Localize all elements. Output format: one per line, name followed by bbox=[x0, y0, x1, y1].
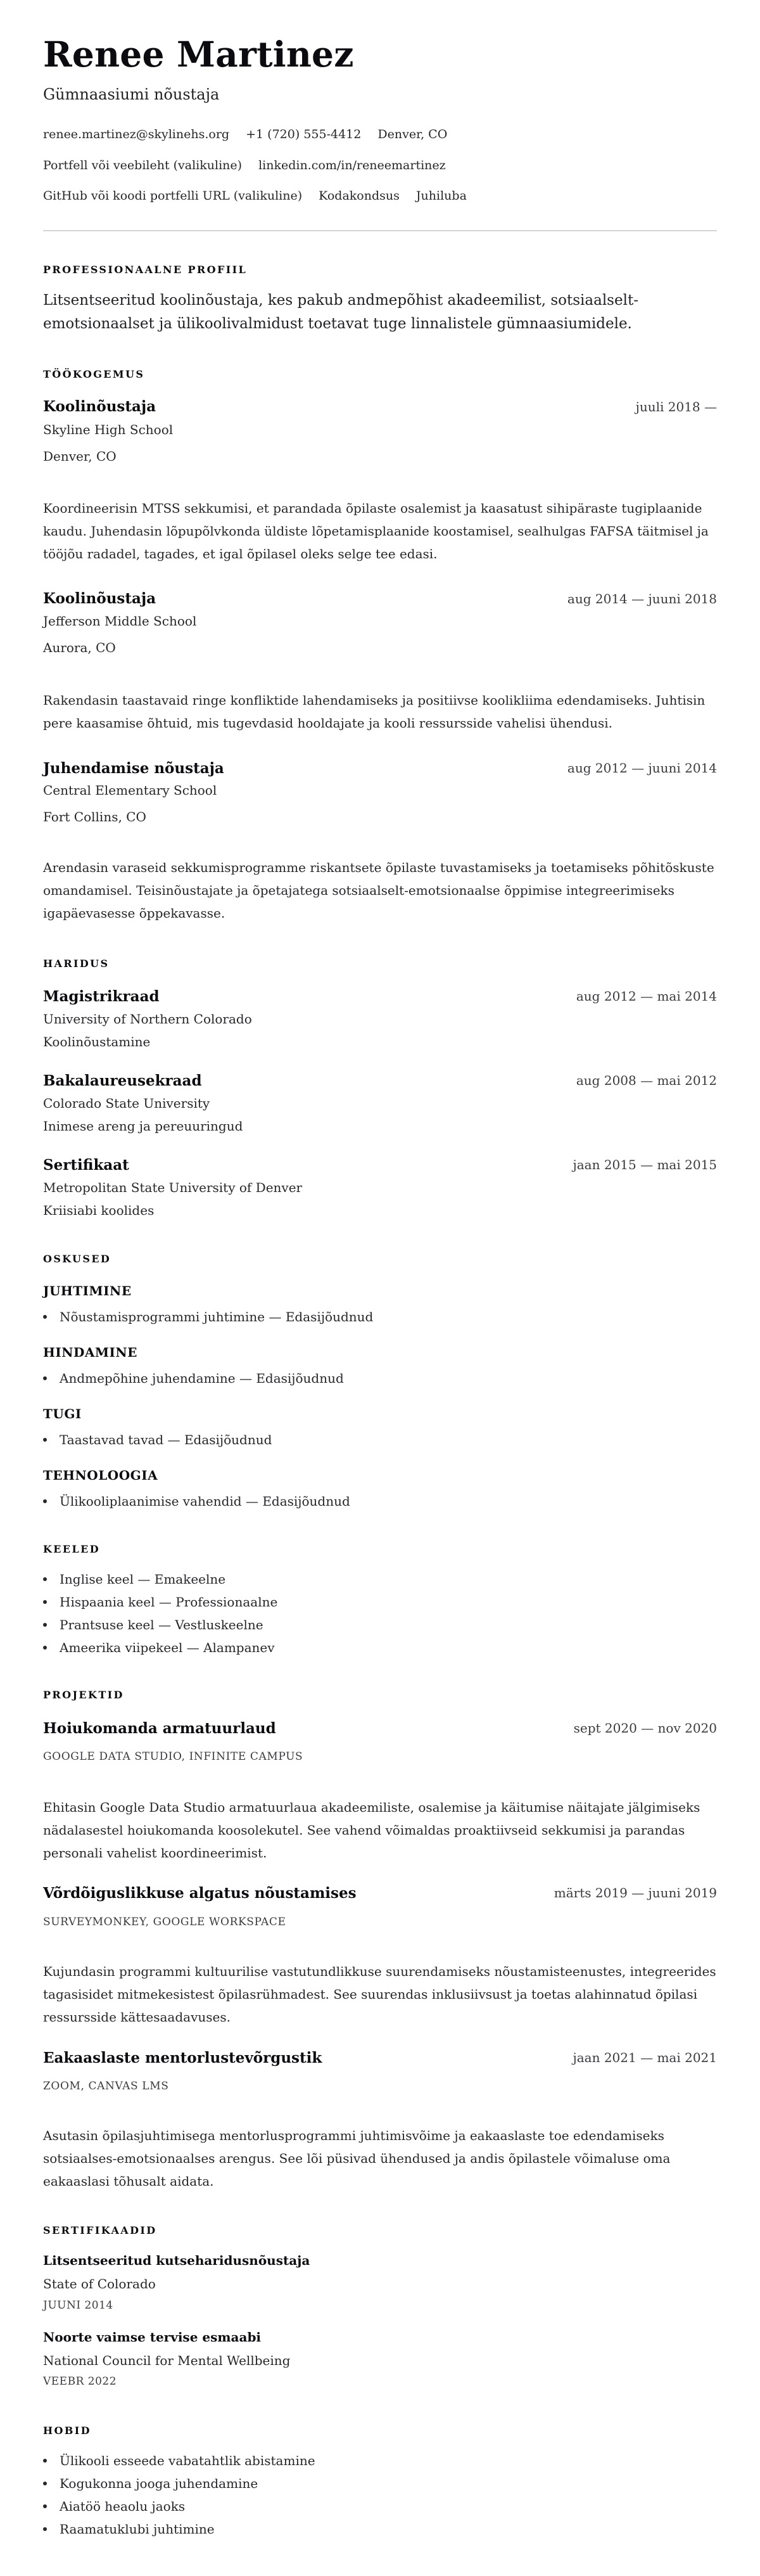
contact-github[interactable]: GitHub või koodi portfelli URL (valikuline) bbox=[43, 189, 303, 203]
degree-title: Sertifikaat bbox=[43, 1157, 129, 1174]
contact-linkedin[interactable]: linkedin.com/in/reneemartinez bbox=[258, 158, 446, 172]
job-description: Koordineerisin MTSS sekkumisi, et parandada õpilaste osalemist ja kaasatust sihipäraste tugiplaanide kaudu. Juhendasin lõpupõlvkonda üldiste lõpetamisplaanide koostamisel, sealhulgas FAFSA täitmisel ja tööjõu radadel, tagades, et igal õpilasel oleks selge tee edasi. bbox=[43, 501, 709, 561]
degree-title: Magistrikraad bbox=[43, 988, 160, 1005]
contact-location: Denver, CO bbox=[377, 127, 448, 141]
cert-issuer: State of Colorado bbox=[43, 2276, 156, 2291]
bullet-icon bbox=[43, 2482, 47, 2485]
section-title-skills: OSKUSED bbox=[43, 1253, 111, 1265]
contact-email[interactable]: renee.martinez@skylinehs.org bbox=[43, 127, 230, 141]
hobby-item: Raamatuklubi juhtimine bbox=[43, 2523, 215, 2535]
project-dates: sept 2020 — nov 2020 bbox=[573, 1721, 717, 1736]
hobby-item: Ülikooli esseede vabatahtlik abistamine bbox=[43, 2454, 315, 2467]
degree-field: Inimese areng ja pereuuringud bbox=[43, 1118, 243, 1134]
bullet-icon bbox=[43, 1315, 47, 1319]
bullet-icon bbox=[43, 1600, 47, 1604]
bullet-icon bbox=[43, 2504, 47, 2508]
section-title-hobbies: HOBID bbox=[43, 2425, 91, 2437]
job-location: Fort Collins, CO bbox=[43, 809, 146, 824]
cert-date: VEEBR 2022 bbox=[43, 2375, 117, 2388]
language-item: Hispaania keel — Professionaalne bbox=[43, 1596, 277, 1608]
language-item: Ameerika viipekeel — Alampanev bbox=[43, 1641, 275, 1654]
job-description: Arendasin varaseid sekkumisprogramme riskantsete õpilaste tuvastamiseks ja toetamiseks põhitõskuste omandamisel. Teisinõustajate ja õpetajatega sotsiaalselt-emotsionaalse õppimise integreerimiseks igapäevasesse õppekavasse. bbox=[43, 860, 714, 921]
job-dates: aug 2012 — juuni 2014 bbox=[567, 760, 717, 776]
contact-citizenship: Kodakondsus bbox=[319, 189, 400, 203]
bullet-icon bbox=[43, 1623, 47, 1627]
section-title-experience: TÖÖKOGEMUS bbox=[43, 368, 145, 380]
contact-row-3 bbox=[43, 190, 467, 202]
project-description: Ehitasin Google Data Studio armatuurlaua akadeemiliste, osalemise ja käitumise näitajate jälgimiseks nädalasestel hoiukomanda koosolekutel. See vahend võimaldas proaktiivseid sekkumisi ja parandas personali vahelist koordineerimist. bbox=[43, 1800, 700, 1861]
job-description: Rakendasin taastavaid ringe konfliktide lahendamiseks ja positiivse koolikliima edendamiseks. Juhtisin pere kaasamise õhtuid, mis tugevdasid hooldajate ja kooli ressursside vahelisi ühendusi. bbox=[43, 693, 706, 731]
bullet-icon bbox=[43, 2459, 47, 2463]
profile-summary: Litsentseeritud koolinõustaja, kes pakub andmepõhist akadeemilist, sotsiaalselt-emotsionaalset ja ülikoolivalmidust toetavat tuge linnalistele gümnaasiumidele. bbox=[43, 292, 638, 332]
contact-portfolio[interactable]: Portfell või veebileht (valikuline) bbox=[43, 158, 243, 172]
project-tech: SURVEYMONKEY, GOOGLE WORKSPACE bbox=[43, 1916, 286, 1928]
job-company: Skyline High School bbox=[43, 422, 174, 437]
project-dates: jaan 2021 — mai 2021 bbox=[573, 2050, 717, 2065]
hobby-item: Kogukonna jooga juhendamine bbox=[43, 2477, 258, 2490]
degree-dates: aug 2008 — mai 2012 bbox=[576, 1073, 717, 1088]
job-title: Koolinõustaja bbox=[43, 590, 156, 607]
contact-row-1 bbox=[43, 129, 447, 141]
language-item: Inglise keel — Emakeelne bbox=[43, 1573, 225, 1586]
language-item: Prantsuse keel — Vestluskeelne bbox=[43, 1618, 263, 1631]
section-title-profile: PROFESSIONAALNE PROFIIL bbox=[43, 264, 248, 276]
skill-group-title: TUGI bbox=[43, 1406, 82, 1421]
section-title-projects: PROJEKTID bbox=[43, 1689, 124, 1701]
bullet-icon bbox=[43, 1646, 47, 1650]
section-title-education: HARIDUS bbox=[43, 958, 110, 970]
skill-item: Taastavad tavad — Edasijõudnud bbox=[43, 1433, 272, 1446]
cert-issuer: National Council for Mental Wellbeing bbox=[43, 2353, 291, 2368]
cert-name: Noorte vaimse tervise esmaabi bbox=[43, 2329, 262, 2345]
job-title: Juhendamise nõustaja bbox=[43, 760, 224, 777]
section-title-certifications: SERTIFIKAADID bbox=[43, 2224, 157, 2236]
bullet-icon bbox=[43, 1438, 47, 1442]
job-dates: aug 2014 — juuni 2018 bbox=[567, 591, 717, 606]
degree-school: University of Northern Colorado bbox=[43, 1011, 252, 1027]
project-name: Hoiukomanda armatuurlaud bbox=[43, 1720, 276, 1737]
skill-group-title: HINDAMINE bbox=[43, 1345, 137, 1360]
project-tech: GOOGLE DATA STUDIO, INFINITE CAMPUS bbox=[43, 1750, 303, 1763]
degree-school: Colorado State University bbox=[43, 1096, 210, 1111]
project-name: Võrdõiguslikkuse algatus nõustamises bbox=[43, 1885, 357, 1902]
cert-name: Litsentseeritud kutseharidusnõustaja bbox=[43, 2253, 310, 2268]
header-divider bbox=[43, 230, 717, 231]
bullet-icon bbox=[43, 1577, 47, 1581]
skill-group-title: JUHTIMINE bbox=[43, 1283, 132, 1298]
job-company: Jefferson Middle School bbox=[43, 613, 197, 629]
skill-item: Andmepõhine juhendamine — Edasijõudnud bbox=[43, 1372, 344, 1385]
degree-school: Metropolitan State University of Denver bbox=[43, 1180, 303, 1195]
job-location: Aurora, CO bbox=[43, 640, 116, 655]
project-description: Kujundasin programmi kultuurilise vastutundlikkuse suurendamiseks nõustamisteenustes, integreerides tagasisidet mitmekesistest õpilasrühmadest. See suurendas inklusiivsust ja toetas alahinnatud õpilasi ressursside kättesaadavuses. bbox=[43, 1964, 716, 2025]
degree-dates: aug 2012 — mai 2014 bbox=[576, 989, 717, 1004]
job-location: Denver, CO bbox=[43, 449, 117, 464]
project-dates: märts 2019 — juuni 2019 bbox=[554, 1885, 717, 1900]
contact-phone[interactable]: +1 (720) 555-4412 bbox=[246, 127, 362, 141]
candidate-headline: Gümnaasiumi nõustaja bbox=[43, 86, 220, 103]
bullet-icon bbox=[43, 2527, 47, 2531]
bullet-icon bbox=[43, 1499, 47, 1503]
job-dates: juuli 2018 — bbox=[635, 399, 717, 414]
contact-row-2 bbox=[43, 160, 446, 172]
section-title-languages: KEELED bbox=[43, 1543, 101, 1555]
project-tech: ZOOM, CANVAS LMS bbox=[43, 2080, 169, 2092]
cert-date: JUUNI 2014 bbox=[43, 2299, 113, 2312]
job-company: Central Elementary School bbox=[43, 783, 217, 798]
degree-field: Koolinõustamine bbox=[43, 1034, 151, 1049]
project-description: Asutasin õpilasjuhtimisega mentorlusprogrammi juhtimisvõime ja eakaaslaste toe edendamiseks sotsiaalses-emotsionaalses arengus. See lõi püsivad ühendused ja andis õpilastele võimaluse oma eakaaslasi tõhusalt aidata. bbox=[43, 2128, 671, 2189]
job-title: Koolinõustaja bbox=[43, 398, 156, 415]
skill-item: Nõustamisprogrammi juhtimine — Edasijõudnud bbox=[43, 1310, 373, 1323]
skill-group-title: TEHNOLOOGIA bbox=[43, 1468, 158, 1483]
contact-drivers-license: Juhiluba bbox=[415, 189, 467, 203]
project-name: Eakaaslaste mentorlustevõrgustik bbox=[43, 2049, 322, 2067]
degree-title: Bakalaureusekraad bbox=[43, 1072, 202, 1089]
bullet-icon bbox=[43, 1376, 47, 1380]
hobby-item: Aiatöö heaolu jaoks bbox=[43, 2500, 185, 2513]
degree-field: Kriisiabi koolides bbox=[43, 1203, 155, 1218]
degree-dates: jaan 2015 — mai 2015 bbox=[573, 1157, 717, 1172]
candidate-name: Renee Martinez bbox=[43, 34, 354, 75]
skill-item: Ülikooliplaanimise vahendid — Edasijõudnud bbox=[43, 1495, 350, 1508]
